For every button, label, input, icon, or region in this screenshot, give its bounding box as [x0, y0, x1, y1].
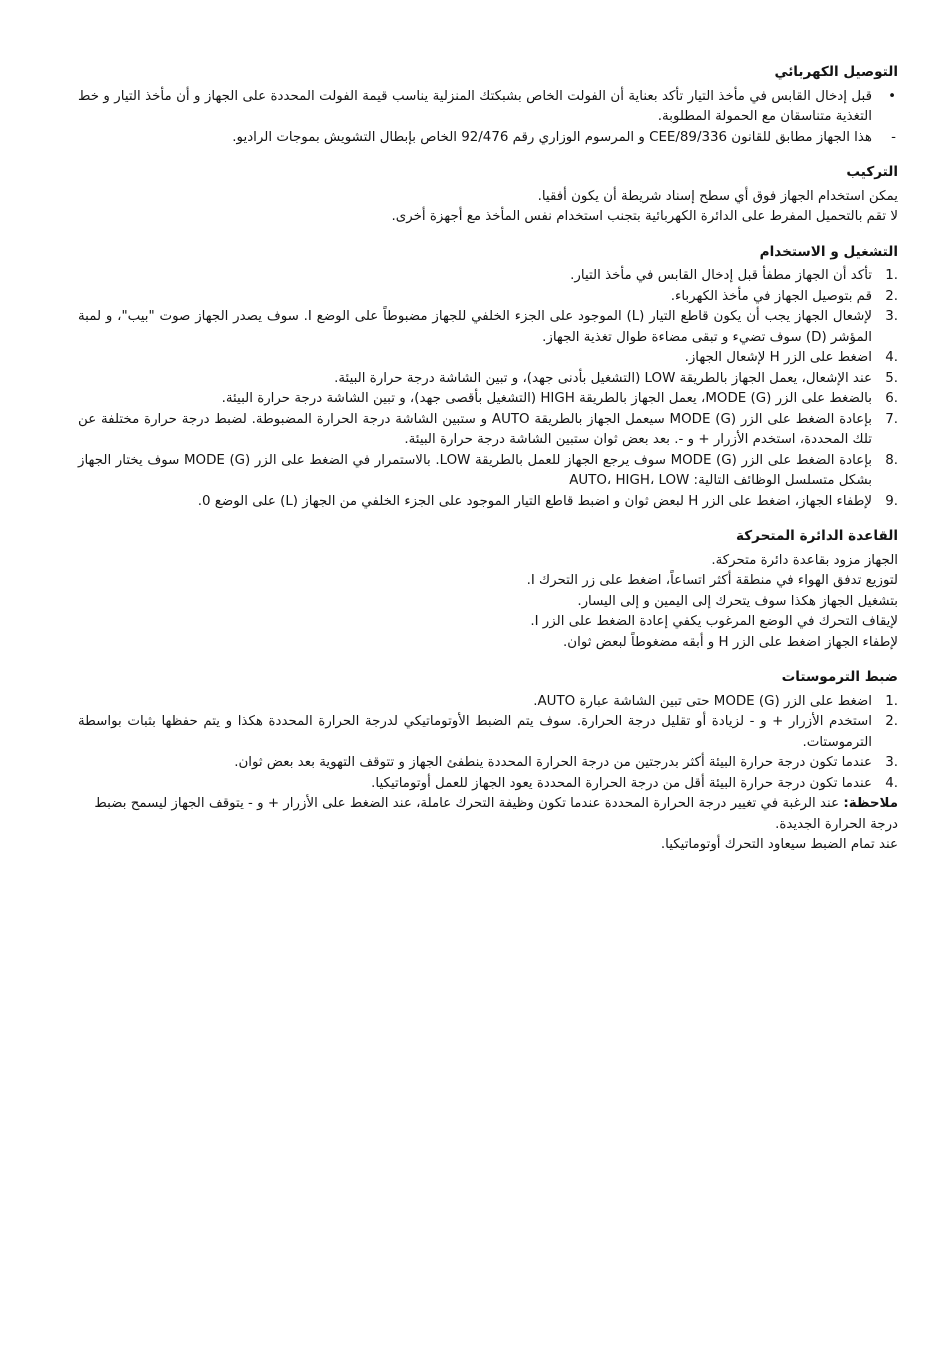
step-item — [78, 712, 898, 753]
section-thermostat — [78, 667, 898, 856]
bullet-item — [78, 87, 898, 128]
step-text: بإعادة الضغط على الزر MODE (G) سيعمل الجهاز بالطريقة AUTO و ستبين الشاشة درجة الحرارة المضبوطة. لضبط درجة حرارة مختلفة عن تلك المحددة، استخدم الأزرار + و -. بعد بعض ثوان ستبين الشاشة درجة حرارة البيئة. — [78, 411, 872, 447]
step-number: 6. — [885, 391, 898, 406]
step-number: 1. — [885, 693, 898, 709]
step-text: استخدم الأزرار + و - لزيادة أو تقليل درجة الحرارة. سوف يتم الضبط الأوتوماتيكي لدرجة الحرارة المحددة هكذا و يتم حفظها بثبات بواسطة الترموستات. — [78, 714, 872, 750]
step-text: تأكد أن الجهاز مطفأ قبل إدخال القابس في مأخذ التيار. — [570, 268, 872, 283]
bullet-text: هذا الجهاز مطابق للقانون 89/336/CEE و المرسوم الوزاري رقم 92/476 الخاص بإبطال التشويش بموجات الراديو. — [232, 129, 872, 145]
step-number: 5. — [885, 370, 898, 386]
step-text: عندما تكون درجة حرارة البيئة أقل من درجة الحرارة المحددة يعود الجهاز للعمل أوتوماتيكيا. — [371, 775, 872, 791]
step-text: بالضغط على الزر MODE (G)، يعمل الجهاز بالطريقة HIGH (التشغيل بأقصى جهد)، و تبين الشاشة درجة حرارة البيئة. — [221, 391, 872, 406]
bullet-text: قبل إدخال القابس في مأخذ التيار تأكد بعناية أن الفولت الخاص بشبكتك المنزلية يناسب قيمة الفولت المحددة على الجهاز و أن مأخذ التيار و خط التغذية متناسقان مع الحمولة المطلوبة. — [78, 88, 872, 124]
step-text: بإعادة الضغط على الزر MODE (G) سوف يرجع الجهاز للعمل بالطريقة LOW. بالاستمرار في الضغط على الزر MODE (G) سوف يختار الجهاز بشكل متسلسل الوظائف التالية: AUTO، HIGH، LOW — [78, 452, 872, 488]
step-number: 4. — [885, 350, 898, 365]
rotating-base-line: لتوزيع تدفق الهواء في منطقة أكثر اتساعاً، اضغط على زر التحرك I. — [526, 573, 898, 588]
step-number: 2. — [885, 288, 898, 304]
bullet-marker: • — [888, 88, 896, 104]
section-electrical — [78, 62, 898, 148]
step-item — [78, 692, 898, 713]
step-number: 7. — [885, 411, 898, 427]
step-item — [78, 410, 898, 451]
bullet-item — [78, 128, 898, 149]
step-number: 2. — [885, 714, 898, 729]
step-text: قم بتوصيل الجهاز في مأخذ الكهرباء. — [670, 288, 872, 304]
step-item — [78, 287, 898, 308]
heading-operation: التشغيل و الاستخدام — [759, 243, 898, 260]
step-text: لإطفاء الجهاز، اضغط على الزر H لبعض ثوان و اضبط قاطع التيار الموجود على الجزء الخلفي من الجهاز (L) على الوضع 0. — [197, 493, 872, 509]
document-page — [78, 62, 898, 870]
step-number: 3. — [885, 309, 898, 324]
electrical-bullet-list — [78, 87, 898, 149]
step-number: 8. — [885, 452, 898, 468]
step-text: لإشعال الجهاز يجب أن يكون قاطع التيار (L) الموجود على الجزء الخلفي للجهاز مضبوطاً على الوضع I. سوف يصدر الجهاز صوت "بيب"، و لمبة المؤشر (D) سوف تضيء و تبقى مضاءة طوال تغذية الجهاز. — [78, 309, 873, 345]
note-end: عند تمام الضبط سيعاود التحرك أوتوماتيكيا. — [660, 837, 898, 852]
section-installation — [78, 162, 898, 228]
section-rotating-base — [78, 526, 898, 653]
step-item — [78, 307, 898, 348]
bullet-marker: - — [891, 129, 896, 145]
step-item — [78, 774, 898, 795]
step-number: 3. — [885, 755, 898, 770]
step-item — [78, 389, 898, 410]
installation-line: يمكن استخدام الجهاز فوق أي سطح إسناد شريطة أن يكون أفقيا. — [537, 188, 898, 204]
rotating-base-line: بتشغيل الجهاز هكذا سوف يتحرك إلى اليمين و إلى اليسار. — [577, 593, 898, 609]
rotating-base-line: الجهاز مزود بقاعدة دائرة متحركة. — [711, 552, 898, 568]
step-text: عند الإشعال، يعمل الجهاز بالطريقة LOW (التشغيل بأدنى جهد)، و تبين الشاشة درجة حرارة البيئة. — [334, 370, 872, 386]
section-operation — [78, 242, 898, 513]
step-item — [78, 753, 898, 774]
step-number: 4. — [885, 775, 898, 791]
note-text: عند الرغبة في تغيير درجة الحرارة المحددة عندما تكون وظيفة التحرك عاملة، عند الضغط على الأزرار + و - يتوقف الجهاز ليسمح بضبط درجة الحرارة الجديدة. — [94, 796, 898, 832]
rotating-base-line: لإطفاء الجهاز اضغط على الزر H و أبقه مضغوطاً لبعض ثوان. — [563, 634, 898, 650]
step-item — [78, 266, 898, 287]
step-text: اضغط على الزر H لإشعال الجهاز. — [684, 350, 872, 365]
heading-installation: التركيب — [846, 164, 898, 180]
heading-thermostat: ضبط الترموستات — [781, 669, 898, 685]
thermostat-steps — [78, 692, 898, 795]
step-number: 9. — [885, 493, 898, 509]
step-item — [78, 451, 898, 492]
step-item — [78, 348, 898, 369]
installation-line: لا تقم بالتحميل المفرط على الدائرة الكهربائية بتجنب استخدام نفس المأخذ مع أجهزة أخرى. — [391, 209, 898, 224]
heading-electrical: التوصيل الكهربائي — [774, 64, 898, 80]
heading-rotating-base: القاعدة الدائرة المتحركة — [736, 528, 898, 544]
step-text: عندما تكون درجة حرارة البيئة أكثر بدرجتين من درجة الحرارة المحددة ينطفئ الجهاز و تتوقف التهوية بعد بعض ثوان. — [234, 755, 872, 770]
step-number: 1. — [885, 268, 898, 283]
operation-steps — [78, 266, 898, 512]
step-item — [78, 369, 898, 390]
rotating-base-line: لإيقاف التحرك في الوضع المرغوب يكفي إعادة الضغط على الزر I. — [530, 614, 898, 629]
step-text: اضغط على الزر MODE (G) حتى تبين الشاشة عبارة AUTO. — [533, 693, 872, 709]
step-item — [78, 492, 898, 513]
note-paragraph — [78, 794, 898, 835]
note-label: ملاحظة: — [843, 796, 898, 811]
